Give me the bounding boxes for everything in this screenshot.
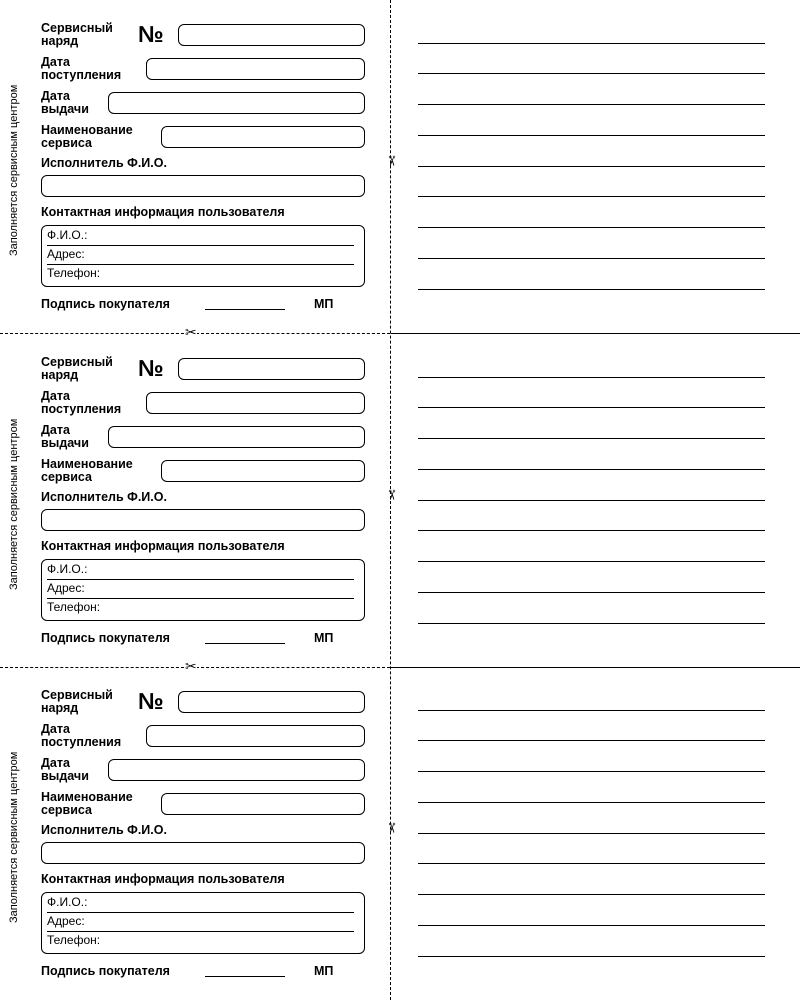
number-sign: № [138, 688, 164, 714]
note-line[interactable] [418, 73, 765, 74]
order-number-field[interactable] [178, 24, 365, 46]
executor-label: Исполнитель Ф.И.О. [41, 490, 167, 504]
receive-date-field[interactable] [146, 725, 365, 747]
scissors-icon: ✂ [382, 822, 399, 834]
phone-label: Телефон: [47, 933, 101, 947]
note-line[interactable] [418, 863, 765, 864]
issue-date-field[interactable] [108, 759, 365, 781]
note-line[interactable] [418, 166, 765, 167]
fio-field[interactable] [47, 893, 354, 913]
note-line[interactable] [418, 469, 765, 470]
service-name-label: Наименование сервиса [41, 457, 133, 484]
section-divider [391, 667, 800, 668]
receive-date-label: Дата поступления [41, 55, 122, 82]
contact-box [41, 892, 365, 954]
order-number-field[interactable] [178, 358, 365, 380]
executor-label: Исполнитель Ф.И.О. [41, 823, 167, 837]
note-line[interactable] [418, 710, 765, 711]
stamp-label: МП [314, 964, 334, 978]
stamp-label: МП [314, 631, 334, 645]
contact-box [41, 559, 365, 621]
service-order-form [0, 667, 800, 1000]
note-line[interactable] [418, 43, 765, 44]
phone-field[interactable] [47, 264, 354, 283]
service-order-form [0, 334, 800, 667]
note-line[interactable] [418, 740, 765, 741]
note-line[interactable] [418, 500, 765, 501]
fio-label: Ф.И.О.: [47, 895, 88, 909]
side-label: Заполняется сервисным центром [8, 751, 20, 923]
contact-label: Контактная информация пользователя [41, 872, 285, 886]
phone-field[interactable] [47, 931, 354, 950]
note-line[interactable] [418, 623, 765, 624]
receive-date-field[interactable] [146, 58, 365, 80]
section-divider [391, 333, 800, 334]
signature-label: Подпись покупателя [41, 631, 170, 645]
service-name-field[interactable] [161, 126, 365, 148]
contact-label: Контактная информация пользователя [41, 205, 285, 219]
receive-date-label: Дата поступления [41, 722, 122, 749]
issue-date-label: Дата выдачи [41, 423, 89, 450]
signature-label: Подпись покупателя [41, 964, 170, 978]
note-line[interactable] [418, 592, 765, 593]
address-field[interactable] [47, 245, 354, 265]
issue-date-field[interactable] [108, 92, 365, 114]
receive-date-field[interactable] [146, 392, 365, 414]
number-sign: № [138, 355, 164, 381]
note-line[interactable] [418, 104, 765, 105]
service-order-form [0, 0, 800, 333]
executor-field[interactable] [41, 175, 365, 197]
phone-label: Телефон: [47, 600, 101, 614]
fio-label: Ф.И.О.: [47, 228, 88, 242]
order-number-field[interactable] [178, 691, 365, 713]
scissors-icon: ✂ [382, 489, 399, 501]
signature-line[interactable] [205, 643, 285, 644]
note-line[interactable] [418, 925, 765, 926]
signature-line[interactable] [205, 309, 285, 310]
issue-date-label: Дата выдачи [41, 89, 89, 116]
contact-box [41, 225, 365, 287]
fio-label: Ф.И.О.: [47, 562, 88, 576]
service-name-field[interactable] [161, 460, 365, 482]
receive-date-label: Дата поступления [41, 389, 122, 416]
fio-field[interactable] [47, 226, 354, 246]
side-label: Заполняется сервисным центром [8, 84, 20, 256]
service-name-label: Наименование сервиса [41, 790, 133, 817]
note-line[interactable] [418, 833, 765, 834]
note-line[interactable] [418, 377, 765, 378]
note-line[interactable] [418, 196, 765, 197]
note-line[interactable] [418, 438, 765, 439]
address-field[interactable] [47, 912, 354, 932]
address-label: Адрес: [47, 581, 85, 595]
fio-field[interactable] [47, 560, 354, 580]
address-label: Адрес: [47, 247, 85, 261]
note-line[interactable] [418, 802, 765, 803]
scissors-icon: ✂ [185, 659, 197, 675]
signature-label: Подпись покупателя [41, 297, 170, 311]
service-name-field[interactable] [161, 793, 365, 815]
order-label: Сервисный наряд [41, 355, 113, 382]
note-line[interactable] [418, 530, 765, 531]
note-line[interactable] [418, 258, 765, 259]
issue-date-label: Дата выдачи [41, 756, 89, 783]
number-sign: № [138, 21, 164, 47]
service-name-label: Наименование сервиса [41, 123, 133, 150]
note-line[interactable] [418, 227, 765, 228]
address-field[interactable] [47, 579, 354, 599]
note-line[interactable] [418, 771, 765, 772]
phone-label: Телефон: [47, 266, 101, 280]
address-label: Адрес: [47, 914, 85, 928]
note-line[interactable] [418, 407, 765, 408]
note-line[interactable] [418, 289, 765, 290]
note-line[interactable] [418, 894, 765, 895]
vertical-cut-line [390, 0, 391, 1000]
phone-field[interactable] [47, 598, 354, 617]
contact-label: Контактная информация пользователя [41, 539, 285, 553]
stamp-label: МП [314, 297, 334, 311]
side-label: Заполняется сервисным центром [8, 418, 20, 590]
executor-field[interactable] [41, 842, 365, 864]
executor-label: Исполнитель Ф.И.О. [41, 156, 167, 170]
scissors-icon: ✂ [185, 325, 197, 341]
issue-date-field[interactable] [108, 426, 365, 448]
signature-line[interactable] [205, 976, 285, 977]
note-line[interactable] [418, 561, 765, 562]
executor-field[interactable] [41, 509, 365, 531]
order-label: Сервисный наряд [41, 688, 113, 715]
scissors-icon: ✂ [382, 155, 399, 167]
note-line[interactable] [418, 135, 765, 136]
note-line[interactable] [418, 956, 765, 957]
order-label: Сервисный наряд [41, 21, 113, 48]
